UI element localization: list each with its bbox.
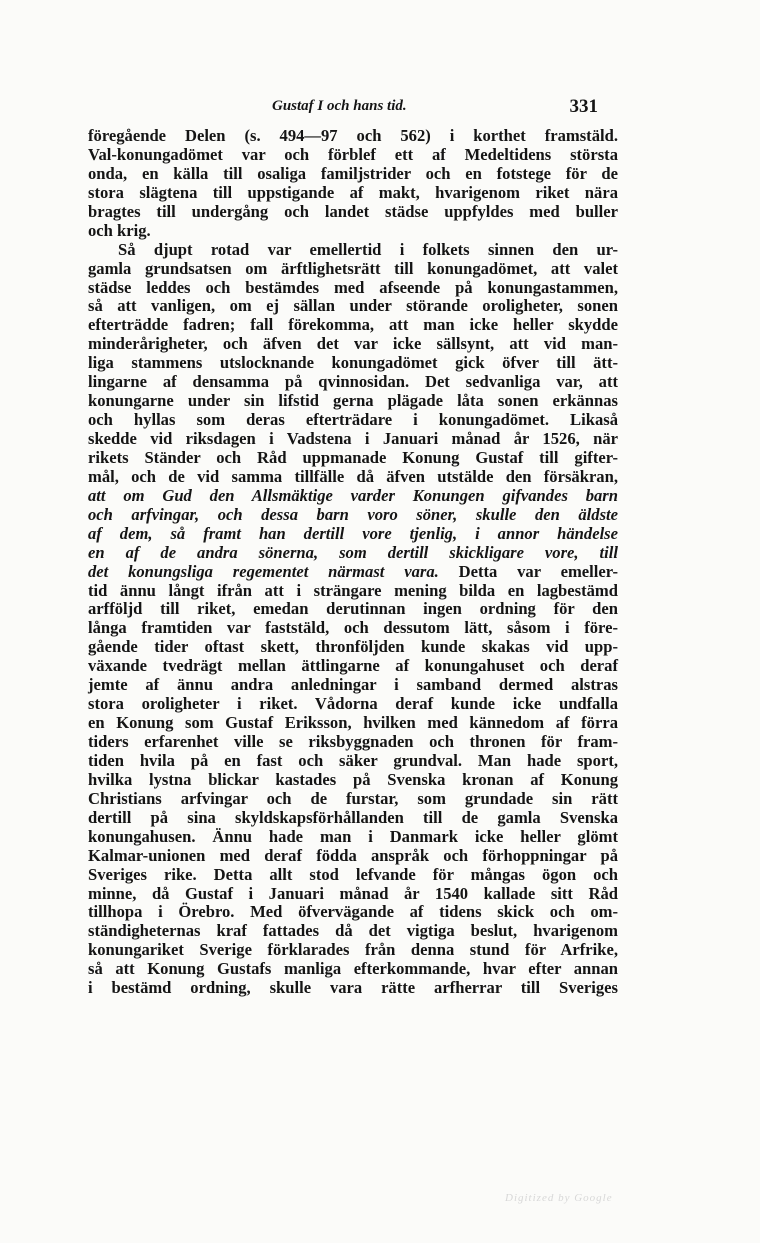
page-header <box>88 98 600 122</box>
text-line: föregående Delen (s. 494—97 och 562) i korthet framstäld. <box>88 126 618 145</box>
text-line: efterträdde fadren; fall förekomma, att man icke heller skydde <box>88 315 618 335</box>
text-line: tiden hvila på en fast och säker grundval. Man hade sport, <box>88 750 618 770</box>
text-line: så att Konung Gustafs manliga efterkommande, hvar efter annan <box>88 959 618 979</box>
text-line: Så djupt rotad var emellertid i folkets sinnen den ur- <box>118 239 618 259</box>
text-line: gående tider oftast skett, thronföljden kunde skakas vid upp- <box>88 637 618 657</box>
text-line: städse leddes och bestämdes med afseende på konungastammen, <box>88 277 618 297</box>
text-line: och hyllas som deras efterträdare i konungadömet. Likaså <box>88 410 618 430</box>
text-line: konungahusen. Ännu hade man i Danmark icke heller glömt <box>88 826 618 846</box>
text-line: stora slägtena till uppstigande af makt, hvarigenom riket nära <box>88 182 618 202</box>
text-line: rikets Ständer och Råd uppmanade Konung Gustaf till gifter- <box>88 447 618 467</box>
roman-span: Detta var emeller- <box>438 561 618 581</box>
text-line: gamla grundsatsen om ärftlighetsrätt till konungadömet, att valet <box>88 258 618 278</box>
text-line: långa framtiden var faststäld, och dessutom lätt, såsom i före- <box>88 618 618 638</box>
text-line-italic: att om Gud den Allsmäktige varder Konungen gifvandes barn <box>88 485 618 505</box>
text-line: Sveriges rike. Detta allt stod lefvande för mångas ögon och <box>88 864 618 884</box>
text-line-mixed <box>88 563 618 582</box>
running-title: Gustaf I och hans tid. <box>272 98 407 114</box>
italic-span: det konungsliga regementet närmast vara. <box>88 561 439 581</box>
text-line: bragtes till undergång och landet städse uppfyldes med buller <box>88 201 618 221</box>
text-line: stora oroligheter i riket. Vådorna deraf kunde icke undfalla <box>88 694 618 714</box>
text-line: liga stammens utslocknande konungadömet gick öfver till ätt- <box>88 353 618 373</box>
text-line: tillhopa i Örebro. Med öfvervägande af tidens skick och om- <box>88 902 618 922</box>
text-line: dertill på sina skyldskapsförhållanden till de gamla Svenska <box>88 807 618 827</box>
text-line-italic: af dem, så framt han dertill vore tjenlig, i annor händelse <box>88 523 618 543</box>
text-line: minderårigheter, och äfven det var icke sällsynt, att vid man- <box>88 334 618 354</box>
text-line: minne, då Gustaf i Januari månad år 1540 kallade sitt Råd <box>88 883 618 903</box>
text-line: skedde vid riksdagen i Vadstena i Januari månad år 1526, när <box>88 429 618 448</box>
text-line: hvilka lystna blickar kastades på Svenska kronan af Konung <box>88 769 618 789</box>
text-line: onda, en källa till osaliga familjstrider och en fotstege för de <box>88 163 618 183</box>
text-line: i bestämd ordning, skulle vara rätte arfherrar till Sveriges <box>88 978 618 998</box>
digitization-stamp: Digitized by Google <box>505 1192 613 1204</box>
text-line: Christians arfvingar och de furstar, som grundade sin rätt <box>88 788 618 808</box>
page-number: 331 <box>569 96 598 117</box>
text-line: mål, och de vid samma tillfälle då äfven utstälde den försäkran, <box>88 466 618 486</box>
text-line: jemte af ännu andra anledningar i samband dermed alstras <box>88 675 618 695</box>
text-line-italic: en af de andra sönerna, som dertill skickligare vore, till <box>88 542 618 562</box>
text-line: ständigheternas kraf fattades då det vigtiga beslut, hvarigenom <box>88 921 618 941</box>
text-line: Val-konungadömet var och förblef ett af Medeltidens största <box>88 144 618 164</box>
text-line: arfföljd till riket, emedan derutinnan ingen ordning för den <box>88 599 618 619</box>
text-line: lingarne af densamma på qvinnosidan. Det sedvanliga var, att <box>88 372 618 392</box>
text-line: växande tvedrägt mellan ättlingarne af konungahuset och deraf <box>88 656 618 676</box>
text-line: och krig. <box>88 220 151 240</box>
text-line: en Konung som Gustaf Eriksson, hvilken med kännedom af förra <box>88 713 618 733</box>
text-line: Kalmar-unionen med deraf födda anspråk och förhoppningar på <box>88 845 618 865</box>
text-line: så att vanligen, om ej sällan under störande oroligheter, sonen <box>88 296 618 316</box>
text-line-italic: och arfvingar, och dessa barn voro söner, skulle den äldste <box>88 504 618 524</box>
text-line: konungariket Sverige förklarades från denna stund för Arfrike, <box>88 940 618 960</box>
text-line: konungarne under sin lifstid gerna plägade låta sonen erkännas <box>88 391 618 411</box>
text-line: tiders erfarenhet ville se riksbyggnaden och thronen för fram- <box>88 732 618 751</box>
text-line: tid ännu långt ifrån att i strängare mening bilda en lagbestämd <box>88 580 618 600</box>
body-text <box>88 127 618 998</box>
